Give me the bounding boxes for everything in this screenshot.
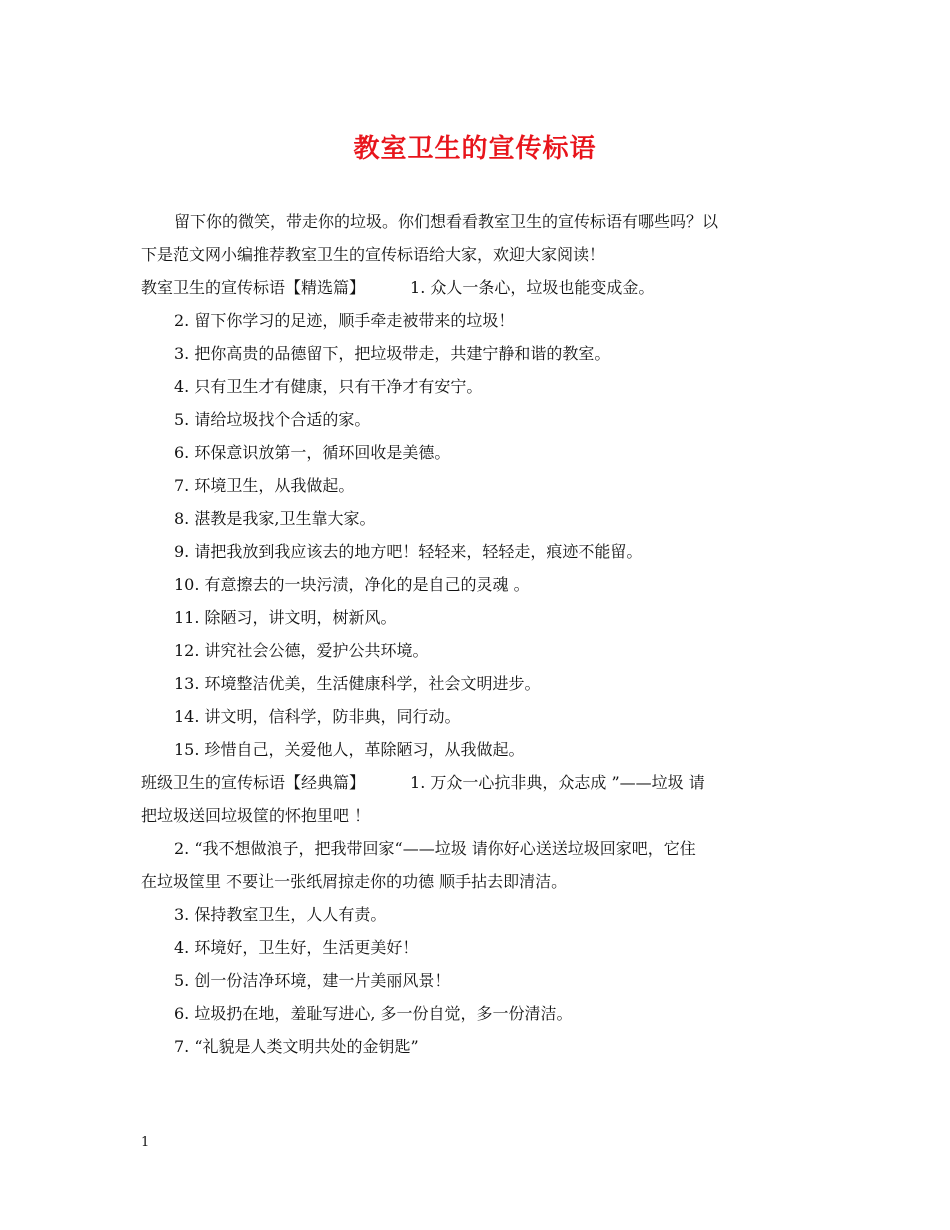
section1-item: 11. 除陋习，讲文明，树新风。	[174, 608, 397, 627]
intro-line-2: 下是范文网小编推荐教室卫生的宣传标语给大家，欢迎大家阅读！	[141, 245, 606, 264]
section1-item: 2. 留下你学习的足迹，顺手牵走被带来的垃圾！	[174, 311, 515, 330]
section2-item-2-line1: 2. “我不想做浪子，把我带回家“——垃圾 请你好心送送垃圾回家吧，它住	[174, 839, 696, 858]
section1-item: 8. 湛教是我家,卫生靠大家。	[174, 509, 376, 528]
section1-item: 7. 环境卫生，从我做起。	[174, 476, 355, 495]
section1-item: 9. 请把我放到我应该去的地方吧！轻轻来，轻轻走，痕迹不能留。	[174, 542, 643, 561]
section2-item-2-line2: 在垃圾筐里 不要让一张纸屑掠走你的功德 顺手拈去即清洁。	[141, 872, 568, 891]
section1-item: 4. 只有卫生才有健康，只有干净才有安宁。	[174, 377, 483, 396]
section1-item: 15. 珍惜自己，关爱他人，革除陋习，从我做起。	[174, 740, 525, 759]
section1-item-1: 1. 众人一条心，垃圾也能变成金。	[410, 278, 655, 297]
section2-item: 4. 环境好，卫生好，生活更美好！	[174, 938, 419, 957]
page-number: 1	[141, 1135, 150, 1150]
section1-item: 13. 环境整洁优美，生活健康科学，社会文明进步。	[174, 674, 541, 693]
intro-line-1: 留下你的微笑，带走你的垃圾。你们想看看教室卫生的宣传标语有哪些吗？以	[174, 212, 719, 231]
section2-item: 7. “礼貌是人类文明共处的金钥匙”	[174, 1037, 419, 1056]
section1-item: 6. 环保意识放第一，循环回收是美德。	[174, 443, 451, 462]
section1-heading: 教室卫生的宣传标语【精选篇】	[141, 278, 366, 297]
section1-item: 12. 讲究社会公德，爱护公共环境。	[174, 641, 429, 660]
section2-item: 5. 创一份洁净环境，建一片美丽风景！	[174, 971, 451, 990]
section1-item: 14. 讲文明，信科学，防非典，同行动。	[174, 707, 461, 726]
section2-heading: 班级卫生的宣传标语【经典篇】	[141, 773, 366, 792]
section2-heading-line	[141, 766, 813, 799]
section1-item: 5. 请给垃圾找个合适的家。	[174, 410, 371, 429]
section2-item-1-part2: 把垃圾送回垃圾筐的怀抱里吧 ！	[141, 806, 371, 825]
section2-item: 3. 保持教室卫生，人人有责。	[174, 905, 387, 924]
section1-heading-line	[141, 271, 813, 304]
section1-item: 10. 有意擦去的一块污渍，净化的是自己的灵魂 。	[174, 575, 530, 594]
section2-item-1-part1: 1. 万众一心抗非典，众志成 ”——垃圾 请	[410, 773, 705, 792]
document-title: 教室卫生的宣传标语	[353, 134, 597, 164]
section1-item: 3. 把你高贵的品德留下，把垃圾带走，共建宁静和谐的教室。	[174, 344, 611, 363]
document-body	[141, 205, 813, 1063]
section2-item: 6. 垃圾扔在地，羞耻写进心, 多一份自觉，多一份清洁。	[174, 1004, 573, 1023]
